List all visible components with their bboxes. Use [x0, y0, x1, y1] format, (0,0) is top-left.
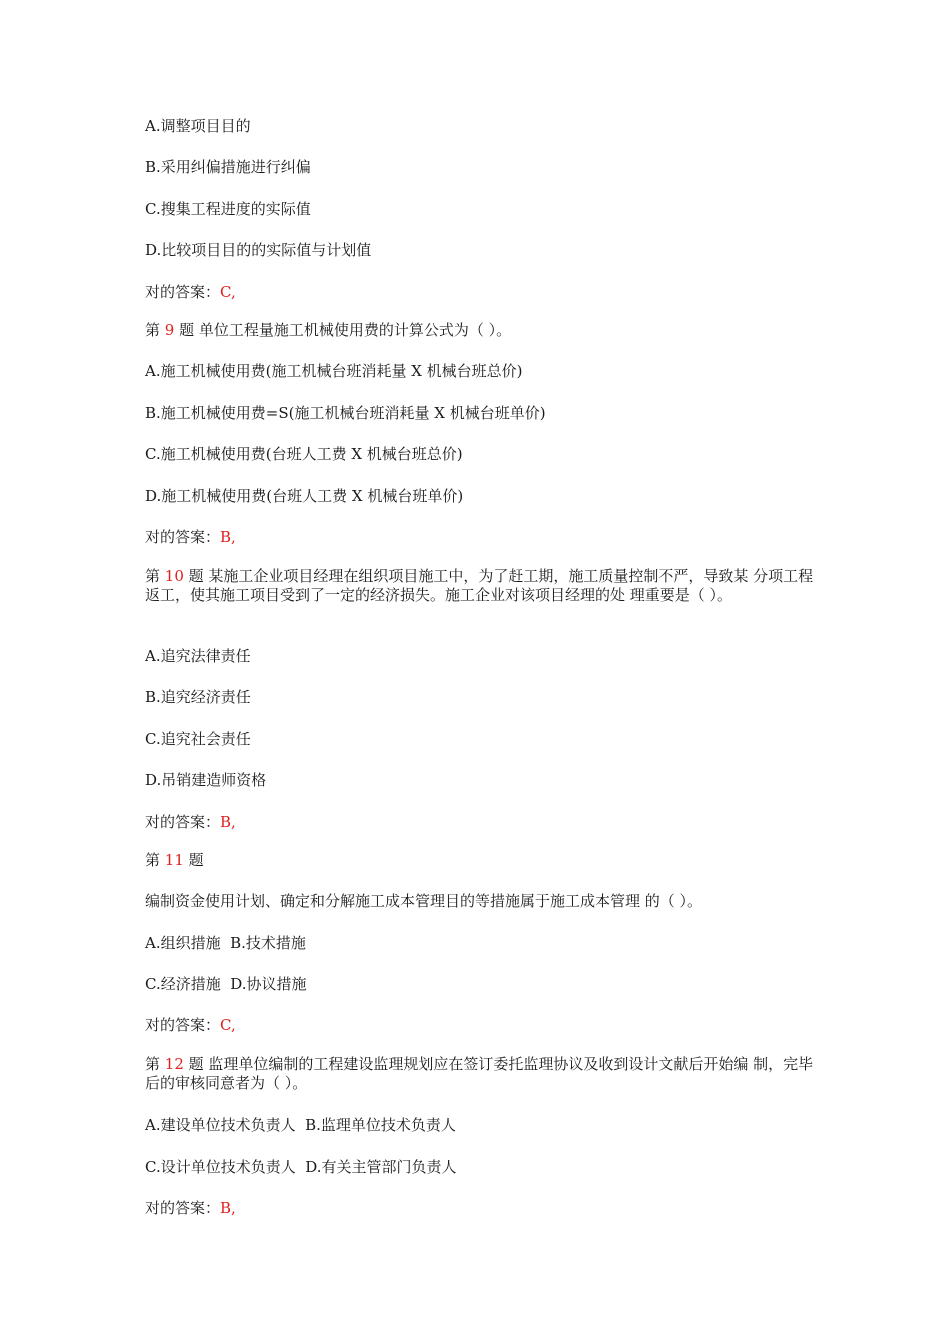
q8-answer — [145, 283, 825, 302]
answer-value: B, — [220, 1199, 236, 1217]
question-text: 题 — [183, 851, 204, 869]
answer-value: C, — [220, 1016, 236, 1034]
q11-options-cd: C.经济措施 D.协议措施 — [145, 975, 307, 993]
question-prefix: 第 — [145, 321, 165, 339]
q9-stem — [145, 321, 825, 340]
q10-option-b: B.追究经济责任 — [145, 688, 251, 706]
question-text: 题 单位工程量施工机械使用费的计算公式为（ ）。 — [174, 321, 512, 339]
answer-value: B, — [220, 528, 236, 546]
answer-label: 对的答案： — [145, 813, 221, 831]
question-number: 12 — [164, 1055, 184, 1073]
q9-option-c: C.施工机械使用费(台班人工费 X 机械台班总价) — [145, 445, 463, 463]
question-number: 11 — [164, 851, 184, 869]
question-number: 10 — [164, 567, 184, 585]
answer-label: 对的答案： — [145, 528, 221, 546]
question-prefix: 第 — [145, 567, 165, 585]
answer-value: B, — [220, 813, 236, 831]
q8-option-b: B.采用纠偏措施进行纠偏 — [145, 158, 311, 176]
question-prefix: 第 — [145, 851, 165, 869]
answer-label: 对的答案： — [145, 1199, 221, 1217]
q9-option-a: A.施工机械使用费(施工机械台班消耗量 X 机械台班总价) — [145, 362, 523, 380]
q9-answer — [145, 528, 825, 547]
q10-option-c: C.追究社会责任 — [145, 730, 251, 748]
question-text: 题 某施工企业项目经理在组织项目施工中，为了赶工期，施工质量控制不严，导致某 分项工程返工，使其施工项目受到了一定的经济损失。施工企业对该项目经理的处 理重要是（ ）。 — [145, 567, 814, 604]
q10-stem — [145, 567, 825, 605]
q11-options-ab: A.组织措施 B.技术措施 — [145, 934, 306, 952]
q12-options-cd: C.设计单位技术负责人 D.有关主管部门负责人 — [145, 1158, 457, 1176]
answer-value: C, — [220, 283, 236, 301]
q12-stem — [145, 1055, 825, 1093]
q8-option-a: A.调整项目目的 — [145, 117, 251, 135]
q12-answer — [145, 1199, 825, 1218]
answer-label: 对的答案： — [145, 283, 221, 301]
q10-option-a: A.追究法律责任 — [145, 647, 251, 665]
q8-option-c: C.搜集工程进度的实际值 — [145, 200, 311, 218]
question-prefix: 第 — [145, 1055, 165, 1073]
answer-label: 对的答案： — [145, 1016, 221, 1034]
q9-option-b: B.施工机械使用费=S(施工机械台班消耗量 X 机械台班单价) — [145, 404, 546, 422]
q10-answer — [145, 813, 825, 832]
q11-heading — [145, 851, 825, 870]
q8-option-d: D.比较项目目的的实际值与计划值 — [145, 241, 372, 259]
q11-answer — [145, 1016, 825, 1035]
question-number: 9 — [164, 321, 175, 339]
q11-stem: 编制资金使用计划、确定和分解施工成本管理目的等措施属于施工成本管理 的（ ）。 — [145, 892, 703, 910]
q9-option-d: D.施工机械使用费(台班人工费 X 机械台班单价) — [145, 487, 464, 505]
q12-options-ab: A.建设单位技术负责人 B.监理单位技术负责人 — [145, 1116, 456, 1134]
q10-option-d: D.吊销建造师资格 — [145, 771, 267, 789]
question-text: 题 监理单位编制的工程建设监理规划应在签订委托监理协议及收到设计文献后开始编 制，完毕后的审核同意者为（ ）。 — [145, 1055, 814, 1092]
